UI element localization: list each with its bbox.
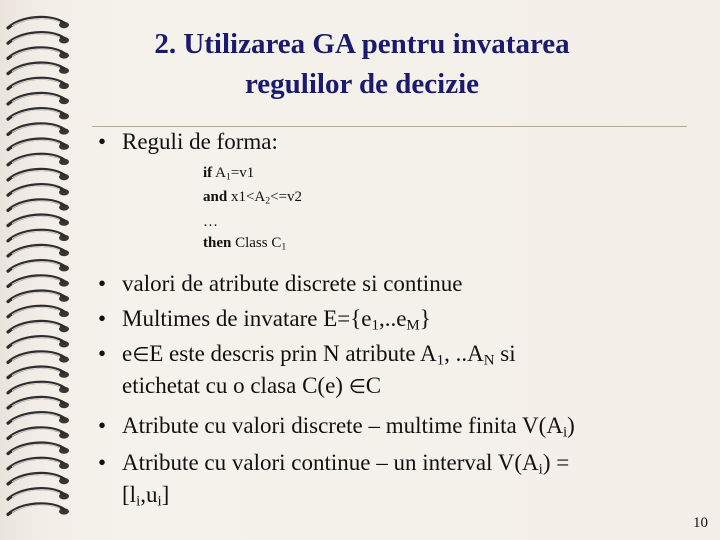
rule-line-and: and $x1<A_2<=v2$ (203, 189, 303, 207)
spiral-ring (8, 154, 69, 165)
spiral-ring (8, 124, 69, 135)
spiral-ring (8, 245, 69, 256)
spiral-ring (8, 397, 69, 408)
spiral-ring (8, 306, 69, 317)
spiral-ring (8, 413, 69, 424)
title-divider (92, 126, 687, 127)
rule-line-if: if $A_1=v1$ (203, 165, 255, 183)
spiral-ring (8, 185, 69, 196)
rule-example (203, 163, 302, 257)
spiral-ring (8, 458, 69, 469)
rule-line-then: then Class $C_1$ (203, 234, 287, 253)
rule-line-ellipsis: … (203, 213, 218, 230)
spiral-ring (8, 78, 69, 89)
spiral-ring (8, 48, 69, 59)
spiral-ring (8, 473, 69, 484)
spiral-ring (8, 33, 69, 44)
element-of-symbol: ∈ (132, 343, 150, 366)
spiral-ring (8, 504, 69, 515)
spiral-ring (8, 291, 69, 302)
spiral-ring (8, 261, 69, 272)
spiral-ring (8, 382, 69, 393)
spiral-ring (8, 489, 69, 500)
spiral-ring (8, 428, 69, 439)
title-line-1: 2. Utilizarea GA pentru invatarea (154, 28, 570, 60)
element-of-symbol: ∈ (348, 375, 366, 398)
spiral-ring (8, 276, 69, 287)
spiral-ring (8, 352, 69, 363)
spiral-ring (8, 169, 69, 180)
spiral-ring (8, 337, 69, 348)
spiral-ring (8, 367, 69, 378)
spiral-ring (8, 215, 69, 226)
spiral-ring (8, 200, 69, 211)
bullet-dot: • (98, 129, 107, 154)
spiral-ring (8, 17, 69, 28)
spiral-ring (8, 109, 69, 120)
spiral-ring (8, 139, 69, 150)
spiral-ring (8, 230, 69, 241)
spiral-ring (8, 321, 69, 332)
title-line-2: regulilor de decizie (244, 68, 480, 100)
spiral-binding (2, 14, 82, 524)
page-number: 10 (693, 515, 708, 531)
spiral-ring (8, 93, 69, 104)
slide-title (92, 24, 632, 104)
spiral-ring (8, 443, 69, 454)
bullet-text: Reguli de forma: (122, 129, 278, 154)
spiral-ring (8, 63, 69, 74)
